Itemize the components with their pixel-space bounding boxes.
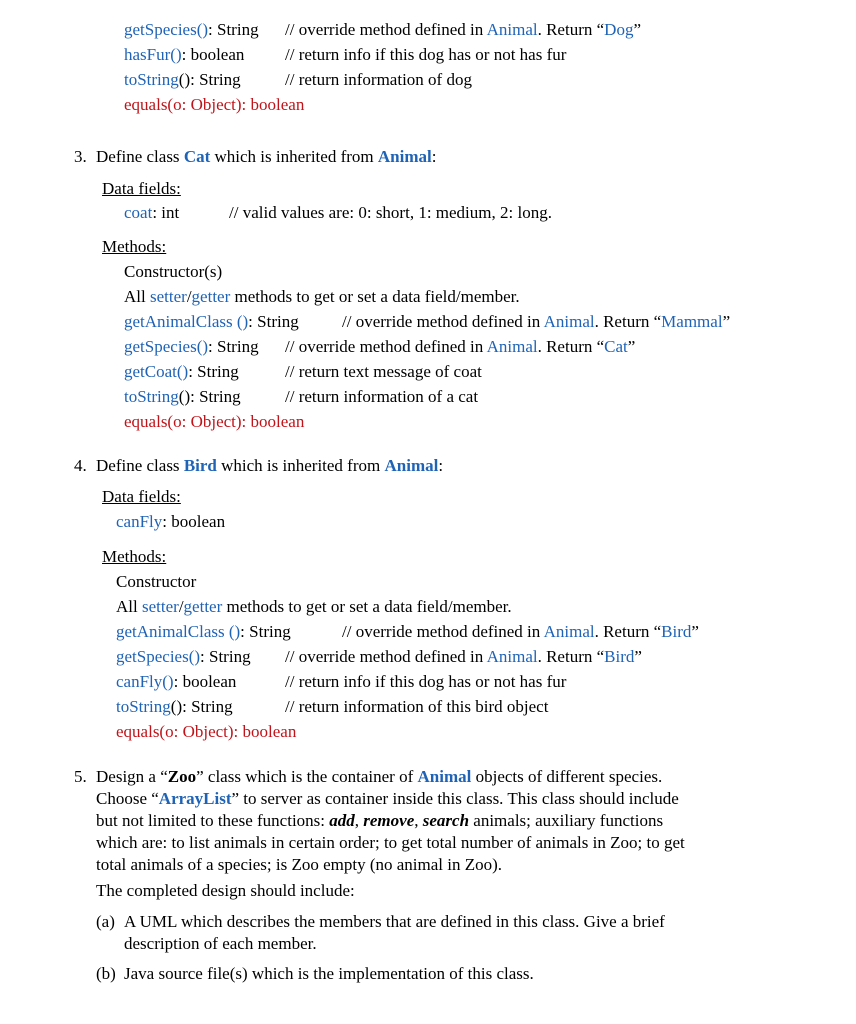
section-number: 4. [74,456,87,475]
dog-method-getspecies: getSpecies(): String [124,20,259,39]
bird-method-canfly: canFly(): boolean [116,672,237,691]
method-name: getSpecies() [124,20,209,39]
method-comment: // override method defined in Animal. Return “Bird” [342,622,699,641]
bird-field-canfly: canFly: boolean [116,512,226,531]
cat-method-equals: equals(o: Object): boolean [124,412,305,431]
data-fields-label: Data fields: [102,179,181,198]
bird-method-getanimalclass: getAnimalClass (): String [116,622,291,641]
cat-heading: Define class Cat which is inherited from Animal: [96,147,437,166]
method-comment: // return text message of coat [285,362,482,381]
section-number: 3. [74,147,87,166]
list-marker: (b) [96,964,116,983]
cat-constructor: Constructor(s) [124,262,223,281]
zoo-para-line: total animals of a species; is Zoo empty (no animal in Zoo). [96,855,503,874]
zoo-para-line: which are: to list animals in certain order; to get total number of animals in Zoo; to get [96,833,685,852]
cat-method-tostring: toString(): String [124,387,241,406]
zoo-para-line: but not limited to these functions: add, remove, search animals; auxiliary functions [96,811,664,830]
methods-label: Methods: [102,547,167,566]
method-comment: // return information of this bird object [285,697,549,716]
cat-method-getcoat: getCoat(): String [124,362,239,381]
bird-method-tostring: toString(): String [116,697,233,716]
field-comment: // valid values are: 0: short, 1: medium, 2: long. [229,203,552,222]
method-comment: // override method defined in Animal. Return “Mammal” [342,312,731,331]
method-comment: // return info if this dog has or not has fur [285,45,567,64]
methods-label: Methods: [102,237,167,256]
zoo-para-line: Design a “Zoo” class which is the container of Animal objects of different species. [96,767,663,786]
method-comment: // return information of dog [285,70,472,89]
cat-method-getspecies: getSpecies(): String [124,337,259,356]
dog-method-equals: equals(o: Object): boolean [124,95,305,114]
list-marker: (a) [96,912,115,931]
bird-setters-getters: All setter/getter methods to get or set a data field/member. [116,597,512,616]
bird-constructor: Constructor [116,572,197,591]
cat-field-coat: coat: int [124,203,180,222]
list-item-b: Java source file(s) which is the implementation of this class. [124,964,534,983]
dog-method-tostring: toString(): String [124,70,241,89]
method-comment: // return info if this dog has or not has fur [285,672,567,691]
zoo-para-line: Choose “ArrayList” to server as container inside this class. This class should include [96,789,679,808]
bird-heading: Define class Bird which is inherited from Animal: [96,456,444,475]
method-comment: // override method defined in Animal. Return “Bird” [285,647,642,666]
method-comment: // override method defined in Animal. Return “Dog” [285,20,641,39]
dog-method-hasfur: hasFur(): boolean [124,45,245,64]
list-item-a: A UML which describes the members that are defined in this class. Give a brief [124,912,665,931]
section-number: 5. [74,767,87,786]
list-item-a-cont: description of each member. [124,934,317,953]
data-fields-label: Data fields: [102,487,181,506]
bird-method-equals: equals(o: Object): boolean [116,722,297,741]
method-comment: // return information of a cat [285,387,479,406]
cat-setters-getters: All setter/getter methods to get or set a data field/member. [124,287,520,306]
cat-method-getanimalclass: getAnimalClass (): String [124,312,299,331]
method-comment: // override method defined in Animal. Return “Cat” [285,337,636,356]
zoo-completed-design: The completed design should include: [96,881,355,900]
bird-method-getspecies: getSpecies(): String [116,647,251,666]
